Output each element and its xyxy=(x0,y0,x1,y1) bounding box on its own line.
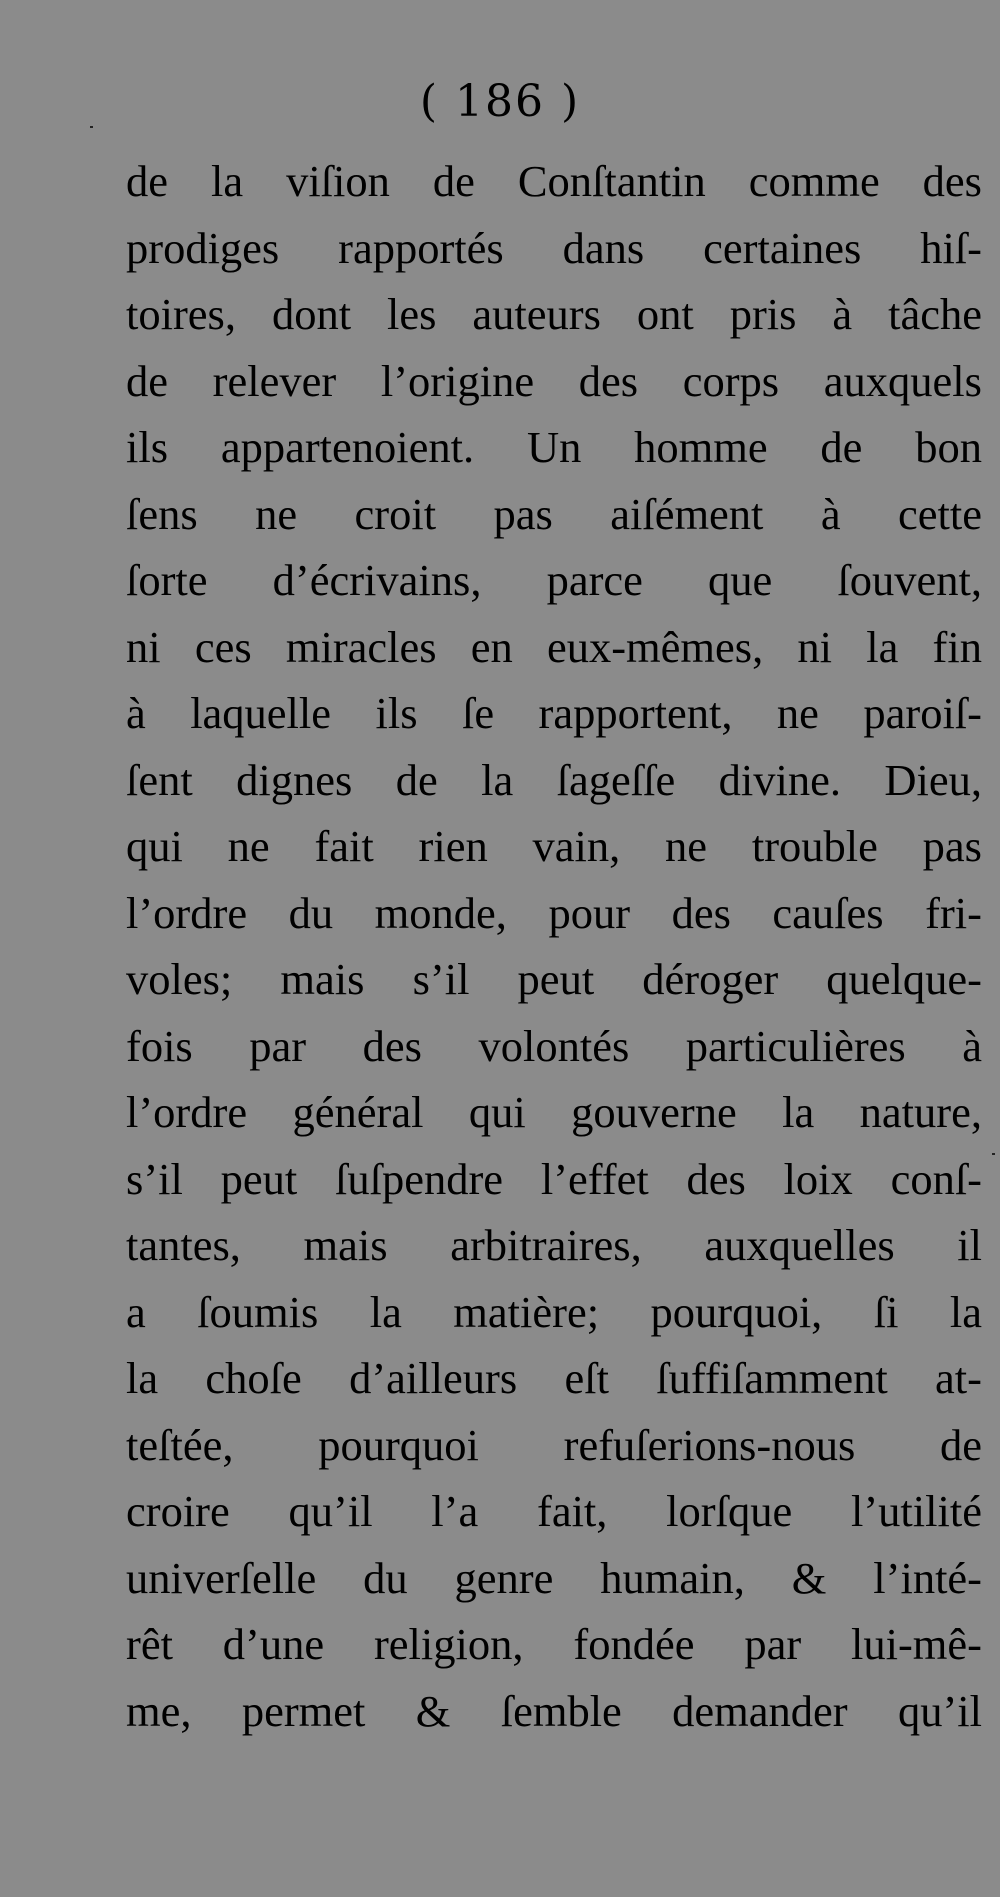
body-text xyxy=(126,148,982,1744)
text-line: voles; mais s’il peut déroger quelque- xyxy=(126,954,982,1004)
text-line: à laquelle ils ſe rapportent, ne paroiſ- xyxy=(126,688,982,738)
text-line: s’il peut ſuſpendre l’effet des loix conſ- xyxy=(126,1153,982,1204)
text-line: rêt d’une religion, fondée par lui-mê- xyxy=(126,1619,982,1669)
text-line: teſtée, pourquoi refuſerions-nous de xyxy=(126,1419,982,1470)
text-line: me, permet & ſemble demander qu’il xyxy=(126,1685,982,1736)
text-line: fois par des volontés particulières à xyxy=(126,1020,982,1071)
text-line: tantes, mais arbitraires, auxquelles il xyxy=(126,1220,982,1270)
ink-speck xyxy=(90,126,93,128)
text-line: ſens ne croit pas aiſément à cette xyxy=(126,488,982,539)
text-line: qui ne fait rien vain, ne trouble pas xyxy=(126,821,982,871)
text-line: de la viſion de Conſtantin comme des xyxy=(126,156,982,206)
page-number: ( 186 ) xyxy=(419,76,581,127)
text-line: prodiges rapportés dans certaines hiſ- xyxy=(126,222,982,273)
text-line: ils appartenoient. Un homme de bon xyxy=(126,422,982,472)
text-line: a ſoumis la matière; pourquoi, ſi la xyxy=(126,1286,982,1337)
text-line: ſent dignes de la ſageſſe divine. Dieu, xyxy=(126,754,982,805)
text-line: la choſe d’ailleurs eſt ſuffiſamment at- xyxy=(126,1353,982,1403)
text-line: l’ordre du monde, pour des cauſes fri- xyxy=(126,887,982,938)
text-line: ſorte d’écrivains, parce que ſouvent, xyxy=(126,555,982,605)
ink-speck xyxy=(992,1153,995,1155)
text-line: ni ces miracles en eux-mêmes, ni la fin xyxy=(126,621,982,672)
text-line: de relever l’origine des corps auxquels xyxy=(126,355,982,406)
text-line: croire qu’il l’a fait, lorſque l’utilité xyxy=(126,1486,982,1536)
text-line: l’ordre général qui gouverne la nature, xyxy=(126,1087,982,1137)
text-line: toires, dont les auteurs ont pris à tâche xyxy=(126,289,982,339)
text-line: univerſelle du genre humain, & l’inté- xyxy=(126,1552,982,1603)
